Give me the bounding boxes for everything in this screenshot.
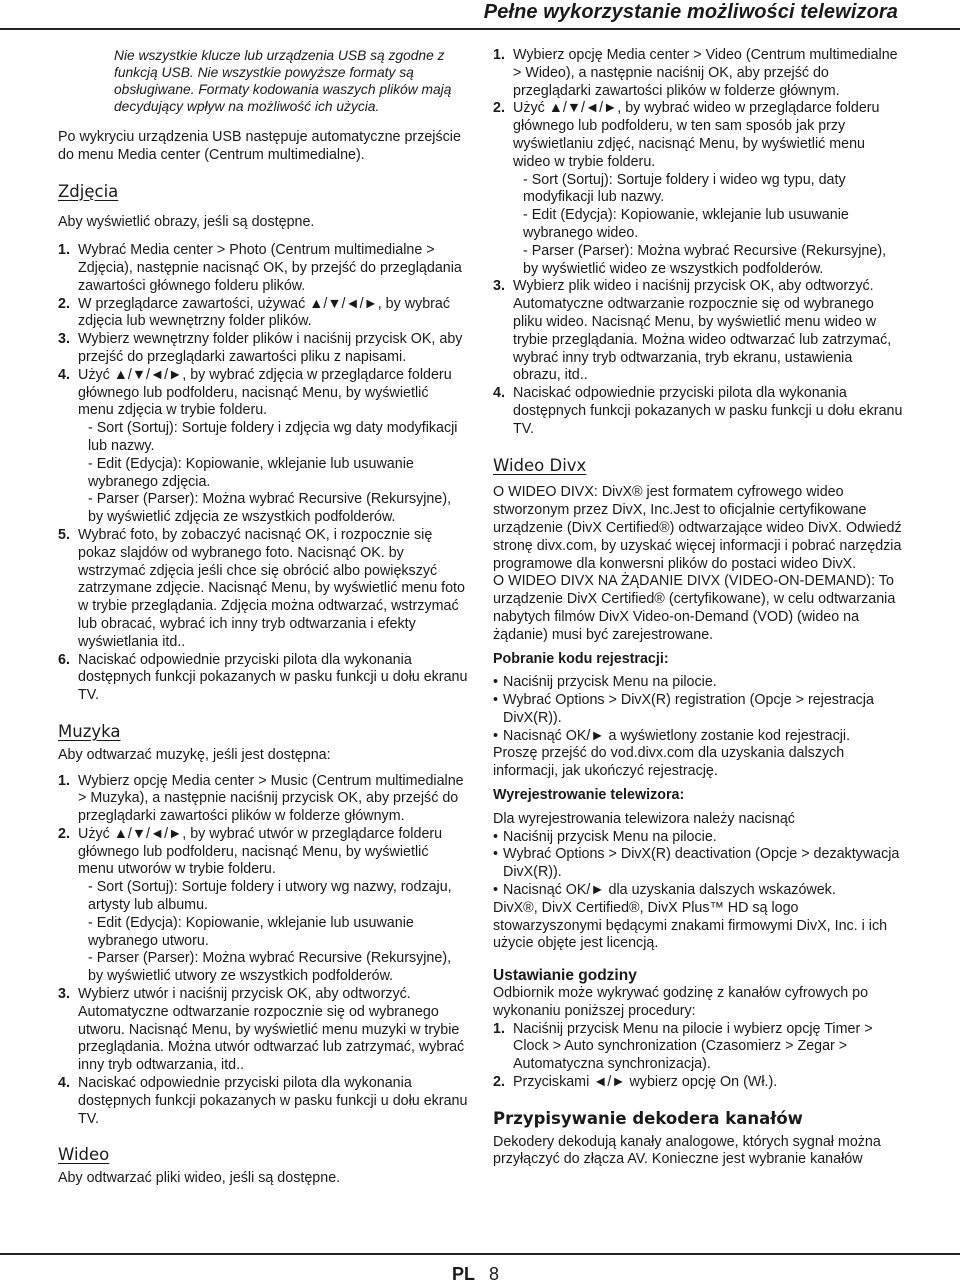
step-text: W przeglądarce zawartości, używać ▲/▼/◄/►, by wybrać zdjęcia lub wewnętrzny folder plików. [78, 295, 451, 330]
photos-step-2 [58, 296, 468, 332]
photos-parser-option: - Parser (Parser): Można wybrać Recursive (Rekursyjne), by wyświetlić zdjęcia ze wszystkich podfolderów. [88, 491, 452, 526]
deregistration-title: Wyrejestrowanie telewizora: [493, 787, 685, 804]
photos-step-4 [58, 367, 468, 527]
step-number: 1. [58, 772, 70, 789]
step-text: Wybrać Media center > Photo (Centrum multimedialne > Zdjęcia), następnie nacisnąć OK, by przejść do przeglądania zawartości głównego folderu plików. [78, 242, 462, 294]
music-step-4 [58, 1075, 468, 1128]
usb-compatibility-note: Nie wszystkie klucze lub urządzenia USB są zgodne z funkcją USB. Nie wszystkie powyższe formaty są obsługiwane. Formaty kodowania waszych plików mają decydujący wpływ na możliwość ich użycia. [114, 48, 452, 114]
divx-trademark-note: DivX®, DivX Certified®, DivX Plus™ HD są logo stowarzyszonymi będącymi znakami firmowymi DivX, Inc. i ich użycie objęte jest licencją. [493, 899, 888, 952]
step-text: Wybierz opcję Media center > Music (Centrum multimedialne > Muzyka), a następnie naciśnij przycisk OK, aby przejść do przeglądarki zawartości plików w folderze głównym. [78, 772, 464, 825]
step-text: Użyć ▲/▼/◄/►, by wybrać utwór w przeglądarce folderu głównego lub podfolderu, nacisnąć Menu, by wyświetlić menu utworów w trybie folderu. [78, 825, 443, 878]
registration-bullet-1: • Naciśnij przycisk Menu na pilocie. [493, 674, 903, 692]
header-rule [0, 28, 960, 30]
video-lead: Aby odtwarzać pliki wideo, jeśli są dostępne. [58, 1170, 341, 1187]
page-number: 8 [489, 1264, 500, 1284]
step-number: 1. [493, 47, 505, 63]
registration-followup: Proszę przejść do vod.divx.com dla uzyskania dalszych informacji, jak ukończyć rejestrację. [493, 745, 845, 780]
video-step-2 [493, 100, 903, 278]
photos-step-3 [58, 331, 468, 367]
music-step-2 [58, 826, 468, 986]
usb-intro-paragraph: Po wykryciu urządzenia USB następuje automatyczne przejście do menu Media center (Centrum multimedialne). [58, 129, 461, 163]
step-text: Przyciskami ◄/► wybierz opcję On (Wł.). [513, 1074, 778, 1091]
step-text: Wybierz opcję Media center > Video (Centrum multimedialne > Wideo), a następnie naciśnij OK, aby przejść do przeglądarki zawartości plików w folderze głównym. [513, 47, 898, 99]
page-header-title: Pełne wykorzystanie możliwości telewizora [483, 1, 898, 23]
divx-heading: Wideo Divx [493, 455, 587, 475]
decoder-paragraph: Dekodery dekodują kanały analogowe, których sygnał można przyłączyć do złącza AV. Konieczne jest wybranie kanałów [493, 1133, 881, 1168]
photos-sort-option: - Sort (Sortuj): Sortuje foldery i zdjęcia wg daty modyfikacji lub nazwy. [88, 420, 458, 454]
step-number: 2. [493, 1074, 505, 1091]
deregistration-lead: Dla wyrejestrowania telewizora należy nacisnąć [493, 810, 795, 827]
step-number: 3. [58, 331, 70, 348]
divx-vod-paragraph: O WIDEO DIVX NA ŻĄDANIE DIVX (VIDEO-ON-DEMAND): To urządzenie DivX Certified® (certyfikowane), w celu odtwarzania nabytych filmów DivX Video-on-Demand (VOD) (wideo na żądanie) musi być zarejestrowane. [493, 573, 896, 643]
step-text: Wybierz wewnętrzny folder plików i naciśnij przycisk OK, aby przejść do przeglądarki zawartości pliku z napisami. [78, 331, 463, 365]
step-text: Naciskać odpowiednie przyciski pilota dla wykonania dostępnych funkcji pokazanych w pasku funkcji u dołu ekranu TV. [78, 1075, 468, 1127]
step-number: 3. [493, 278, 505, 295]
registration-bullet-3: • Nacisnąć OK/► a wyświetlony zostanie kod rejestracji. [493, 728, 903, 746]
step-number: 2. [58, 295, 70, 312]
step-number: 4. [58, 1075, 70, 1092]
video-edit-option: - Edit (Edycja): Kopiowanie, wklejanie lub usuwanie wybranego wideo. [523, 207, 849, 241]
clock-step-2 [493, 1074, 903, 1092]
photos-step-5 [58, 527, 468, 652]
page-footer [452, 1264, 499, 1285]
video-heading: Wideo [58, 1145, 110, 1165]
step-text: Wybierz plik wideo i naciśnij przycisk OK, aby odtworzyć. Automatyczne odtwarzanie rozpocznie się od wybranego pliku wideo. Nacisnąć Menu, by wyświetlić menu wideo w trybie przeglądania. Można wideo odtwarzać lub zatrzymać, wybrać inny tryb odtwarzania, tryb ekranu, ustawienia obrazu, itd.. [513, 278, 892, 384]
step-number: 2. [493, 100, 505, 117]
clock-step-1 [493, 1021, 903, 1074]
video-step-3 [493, 278, 903, 385]
step-number: 1. [58, 242, 70, 259]
step-text: Wybrać foto, by zobaczyć nacisnąć OK, i rozpocznie się pokaz slajdów od wybranego foto. Nacisnąć OK. by wstrzymać zdjęcia jeśli chce się obrócić albo powiększyć zatrzymane zdjęcie. Nacisnąć Menu, by wyświetlić menu foto w trybie przeglądania. Zdjęcia można odtwarzać, wstrzymać lub obracać, wybrać ich inny tryb odtwarzania i efekty wyświetlania itd.. [78, 526, 465, 650]
deregistration-bullet-3: • Nacisnąć OK/► dla uzyskania dalszych wskazówek. [493, 882, 903, 900]
step-text: Wybierz utwór i naciśnij przycisk OK, aby odtworzyć. Automatyczne odtwarzanie rozpocznie się od wybranego utworu. Nacisnąć Menu, by wyświetlić menu muzyki w trybie przeglądania. Można utwór odtwarzać lub zatrzymać, wybrać inny tryb odtwarzania, itd.. [78, 986, 465, 1074]
step-number: 6. [58, 651, 70, 668]
clock-heading: Ustawianie godziny [493, 967, 637, 985]
registration-bullet-2: • Wybrać Options > DivX(R) registration (Opcje > rejestracja DivX(R)). [493, 692, 903, 728]
video-step-1 [493, 47, 903, 100]
language-code: PL [452, 1264, 476, 1284]
step-number: 4. [58, 366, 70, 383]
photos-edit-option: - Edit (Edycja): Kopiowanie, wklejanie lub usuwanie wybranego zdjęcia. [88, 455, 414, 490]
photos-step-6 [58, 652, 468, 705]
step-text: Naciśnij przycisk Menu na pilocie i wybierz opcję Timer > Clock > Auto synchronization (Czasomierz > Zegar > Automatyczna synchronizacja). [513, 1020, 873, 1073]
clock-lead: Odbiornik może wykrywać godzinę z kanałów cyfrowych po wykonaniu poniższej procedury: [493, 985, 869, 1019]
music-parser-option: - Parser (Parser): Można wybrać Recursive (Rekursyjne), by wyświetlić utwory ze wszystkich podfolderów. [88, 950, 452, 985]
music-edit-option: - Edit (Edycja): Kopiowanie, wklejanie lub usuwanie wybranego utworu. [88, 914, 414, 949]
music-heading: Muzyka [58, 721, 121, 741]
video-step-4 [493, 385, 903, 438]
left-column [58, 47, 468, 1188]
step-number: 2. [58, 825, 70, 842]
photos-lead: Aby wyświetlić obrazy, jeśli są dostępne. [58, 214, 315, 231]
decoder-heading: Przypisywanie dekodera kanałów [493, 1108, 803, 1128]
photos-step-1 [58, 242, 468, 295]
step-number: 4. [493, 385, 505, 402]
step-text: Naciskać odpowiednie przyciski pilota dla wykonania dostępnych funkcji pokazanych w pasku funkcji u dołu ekranu TV. [78, 651, 468, 704]
photos-heading: Zdjęcia [58, 181, 119, 201]
deregistration-bullet-1: • Naciśnij przycisk Menu na pilocie. [493, 829, 903, 847]
music-sort-option: - Sort (Sortuj): Sortuje foldery i utwory wg nazwy, rodzaju, artysty lub albumu. [88, 879, 452, 914]
music-lead: Aby odtwarzać muzykę, jeśli jest dostępna: [58, 746, 331, 763]
step-number: 5. [58, 526, 70, 543]
music-step-1 [58, 773, 468, 826]
deregistration-bullet-2: • Wybrać Options > DivX(R) deactivation (Opcje > dezaktywacja DivX(R)). [493, 846, 903, 882]
registration-title: Pobranie kodu rejestracji: [493, 650, 669, 667]
step-number: 1. [493, 1020, 505, 1037]
music-step-3 [58, 986, 468, 1075]
video-sort-option: - Sort (Sortuj): Sortuje foldery i wideo wg typu, daty modyfikacji lub nazwy. [523, 171, 846, 206]
step-number: 3. [58, 986, 70, 1003]
right-column [493, 47, 903, 1169]
divx-about-paragraph: O WIDEO DIVX: DivX® jest formatem cyfrowego wideo stworzonym przez DivX, Inc.Jest to oficjalnie certyfikowane urządzenie (DivX Certified®) odtwarzające wideo DivX. Odwiedź stronę divx.com, by uzyskać więcej informacji i pobrać narzędzia programowe dla konwersni plików do postaci wideo DivX. [493, 484, 902, 572]
step-text: Naciskać odpowiednie przyciski pilota dla wykonania dostępnych funkcji pokazanych w pasku funkcji u dołu ekranu TV. [513, 385, 903, 437]
step-text: Użyć ▲/▼/◄/►, by wybrać wideo w przeglądarce folderu głównego lub podfolderu, w ten sam sposób jak przy wyświetlaniu zdjęć, nacisnąć Menu, by wyświetlić menu wideo w trybie folderu. [513, 100, 880, 170]
footer-rule [0, 1253, 960, 1255]
step-text: Użyć ▲/▼/◄/►, by wybrać zdjęcia w przeglądarce folderu głównego lub podfolderu, nacisnąć Menu, by wyświetlić menu zdjęcia w trybie folderu. [78, 366, 452, 419]
video-parser-option: - Parser (Parser): Można wybrać Recursive (Rekursyjne), by wyświetlić wideo ze wszystkich podfolderów. [523, 242, 887, 277]
